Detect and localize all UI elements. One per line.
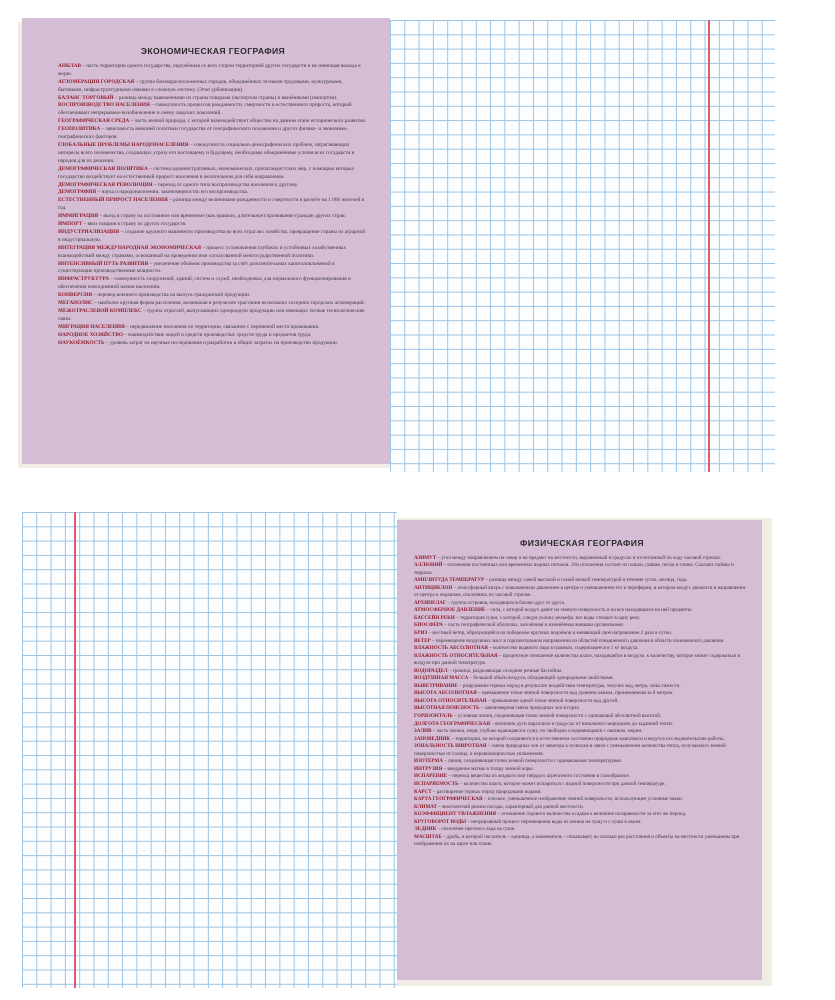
entry-term: КЛИМАТ bbox=[414, 803, 437, 810]
entry-definition: – дробь, в которой числитель – единица, а знаменатель – показывает, во сколько раз расстояния и объекты на местности уменьшены при изображении их на карте или плане. bbox=[414, 833, 740, 848]
entry-term: ИНТРУЗИЯ bbox=[414, 765, 443, 772]
entry-definition: – скопление пресного льда на суше. bbox=[436, 826, 516, 833]
economic-glossary bbox=[58, 48, 368, 348]
entry-definition: – граница, разделяющая соседние речные бассейны. bbox=[447, 667, 563, 674]
glossary-entry bbox=[58, 332, 368, 340]
entry-definition: – зависимость внешней политики государства от географического положения и других физико- и экономико-географических факторов. bbox=[58, 126, 349, 141]
physical-glossary bbox=[414, 540, 750, 849]
glossary-entry bbox=[58, 213, 368, 221]
glossary-entry bbox=[414, 698, 750, 706]
glossary-entry bbox=[414, 690, 750, 698]
glossary-entry bbox=[414, 622, 750, 630]
entry-term: НАУКОЁМКОСТЬ bbox=[58, 339, 105, 346]
entry-term: ГОРИЗОНТАЛЬ bbox=[414, 713, 453, 720]
entry-definition: – сила, с которой воздух давит на земную поверхность и на все находящиеся на ней предметы. bbox=[485, 607, 693, 614]
glossary-entry bbox=[414, 789, 750, 797]
entry-definition: – разрушение горных пород в результате воздействия температуры, текучих вод, ветра, силы тяжести. bbox=[457, 682, 681, 689]
entry-term: ЗАПОВЕДНИК bbox=[414, 735, 451, 742]
entry-term: ВЫСОТА АБСОЛЮТНАЯ bbox=[414, 690, 477, 697]
entry-definition: – отношение годового количества осадков к величине испаряемости за этот же период. bbox=[496, 811, 687, 818]
entry-definition: – разница между величинами рождаемости и смертности в расчёте на 1 000 жителей в год. bbox=[58, 197, 365, 212]
glossary-entry bbox=[414, 796, 750, 804]
glossary-entry bbox=[58, 79, 368, 95]
entry-term: ИНТЕНСИВНЫЙ ПУТЬ РАЗВИТИЯ bbox=[58, 260, 149, 267]
entry-definition: – многолетний режим погоды, характерный для данной местности. bbox=[436, 803, 584, 810]
glossary-entry bbox=[414, 834, 750, 849]
entry-term: МИГРАЦИЯ НАСЕЛЕНИЯ bbox=[58, 323, 125, 330]
entry-term: МЕЖОТРАСЛЕВОЙ КОМПЛЕКС bbox=[58, 308, 142, 314]
entry-definition: – большой объём воздуха, обладающий однородными свойствами. bbox=[468, 675, 614, 682]
glossary-entry bbox=[414, 804, 750, 812]
entry-term: АЛЛЮВИЙ bbox=[414, 562, 443, 569]
entry-term: ДЕМОГРАФИЯ bbox=[58, 189, 97, 196]
entry-term: НАРОДНОЕ ХОЗЯЙСТВО bbox=[58, 331, 123, 338]
glossary-entry bbox=[58, 63, 368, 79]
glossary-title: ЭКОНОМИЧЕСКАЯ ГЕОГРАФИЯ bbox=[140, 46, 286, 56]
entry-definition: – угол между направлением на север и на предмет на местности, выраженный в градусах и отсчитанный по ходу часовой стрелки. bbox=[436, 554, 722, 561]
entry-definition: – количество водяного пара в граммах, содержащееся в 1 м³ воздуха. bbox=[487, 645, 639, 652]
entry-definition: – отложения постоянных или временных водных потоков. Эти отложения состоят из гальки, гравия, песка и глины. Слагают поймы и террасы. bbox=[414, 562, 734, 576]
glossary-entry bbox=[58, 229, 368, 245]
entry-term: АНКЛАВ bbox=[58, 62, 82, 69]
entry-term: ВЫВЕТРИВАНИЕ bbox=[414, 682, 458, 689]
entry-term: ЗОНАЛЬНОСТЬ ШИРОТНАЯ bbox=[414, 743, 487, 750]
entry-definition: – группа отраслей, выпускающих однородную продукцию или имеющих тесные технологические связи. bbox=[58, 308, 365, 322]
entry-term: БИОСФЕРА bbox=[414, 622, 443, 629]
entry-term: ВЕТЕР bbox=[414, 637, 431, 644]
glossary-entry bbox=[414, 743, 750, 758]
entry-definition: – переход вещества из жидкого или твёрдого агрегатного состояния в газообразное. bbox=[447, 773, 631, 780]
entry-term: ЛЕДНИК bbox=[414, 826, 437, 833]
entry-definition: – совокупность социально-демографических проблем, затрагивающих интересы всего человечества, создающих угрозу его настоящему и будущему, необходимы объединённые усилия всех государств и народов для их решения. bbox=[58, 141, 355, 164]
entry-definition: – ввоз товаров в страну из других государств. bbox=[82, 221, 187, 228]
entry-definition: – территория, на которой сохраняются в естественном состоянии природные комплексы и ведутся исследовательские работы. bbox=[450, 735, 725, 742]
entry-term: ИСПАРЯЕМОСТЬ bbox=[414, 780, 459, 787]
glossary-entry bbox=[414, 758, 750, 766]
glossary-entry bbox=[414, 826, 750, 834]
entry-definition: – группа близкорасположенных городов, объединённых тесными трудовыми, культурными, бытовыми, инфраструктурными связями в сложную систему. (Этап урбанизации). bbox=[58, 78, 343, 93]
entry-definition: – разница между самой высокой и самой низкой температурой в течение суток, месяца, года. bbox=[484, 577, 688, 584]
entry-definition: – совокупность процессов рождаемости, смертности и естественного прироста, который обеспечивают непрерывное возобновление и смену людских поколений. bbox=[58, 102, 352, 117]
glossary-entries bbox=[58, 63, 368, 348]
entry-term: БАЛАНС ТОРГОВЫЙ bbox=[58, 94, 114, 101]
entry-definition: – территория суши, с которой, следуя уклону рельефа, все воды стекают в одну реку. bbox=[454, 614, 641, 621]
entry-term: ВОДОРАЗДЕЛ bbox=[414, 667, 448, 674]
glossary-entry bbox=[414, 555, 750, 563]
glossary-entry bbox=[58, 166, 368, 182]
entry-term: АРХИПЕЛАГ bbox=[414, 599, 447, 606]
glossary-entry bbox=[414, 562, 750, 577]
glossary-entry bbox=[414, 607, 750, 615]
glossary-entry bbox=[414, 653, 750, 668]
entry-definition: – местный ветер, образующийся на побережье крупных водоёмов и меняющий своё направление 2 раза в сутки. bbox=[427, 630, 673, 637]
entry-definition: – условная линия, соединяющая точки земной поверхности с одинаковой абсолютной высотой. bbox=[452, 713, 662, 720]
entry-definition: – увеличение объёмов производства за счёт дополнительных капиталовложений в существующие производственные мощности. bbox=[58, 260, 335, 275]
glossary-entry bbox=[58, 292, 368, 300]
glossary-entry bbox=[58, 126, 368, 142]
entry-term: КРУГОВОРОТ ВОДЫ bbox=[414, 818, 467, 825]
entry-term: ДЕМОГРАФИЧЕСКАЯ ПОЛИТИКА bbox=[58, 165, 148, 172]
entry-term: АГЛОМЕРАЦИЯ ГОРОДСКАЯ bbox=[58, 78, 135, 85]
entry-definition: – перевод военного производства на выпуск гражданской продукции. bbox=[92, 292, 251, 299]
entry-definition: – группа островов, находящихся близко друг от друга. bbox=[446, 599, 566, 606]
entry-definition: – совокупность сооружений, зданий, систем и служб, необходимых для нормального функционирования и обеспечения повседневной жизни населения. bbox=[58, 276, 351, 291]
entry-term: КАРТА ГЕОГРАФИЧЕСКАЯ bbox=[414, 796, 483, 803]
entry-term: ИНДУСТРИАЛИЗАЦИЯ bbox=[58, 228, 120, 235]
entry-term: БРИЗ bbox=[414, 630, 428, 637]
entry-term: ГЛОБАЛЬНЫЕ ПРОБЛЕМЫ НАРОДОНАСЕЛЕНИЯ bbox=[58, 141, 189, 148]
entry-definition: – смена природных зон от экватора к полюсам в связи с уменьшением количества тепла, получаемого земной поверхностью от солнца, и неравномерностью увлажнения. bbox=[414, 743, 726, 757]
entry-definition: – часть океана, моря, глубоко вдающаяся в сушу, но свободно соединяющаяся с океаном, морем. bbox=[431, 728, 643, 735]
entry-term: ДОЛГОТА ГЕОГРАФИЧЕСКАЯ bbox=[414, 720, 491, 727]
glossary-entry bbox=[58, 118, 368, 126]
entry-definition: – превышение одной точки земной поверхности над другой. bbox=[486, 697, 619, 704]
entry-definition: – величина дуги параллели в градусах от начального меридиана до заданной точки. bbox=[490, 720, 673, 727]
glossary-entry bbox=[414, 811, 750, 819]
entry-term: АЗИМУТ bbox=[414, 554, 437, 561]
entry-term: ИМПОРТ bbox=[58, 221, 83, 228]
glossary-title: ФИЗИЧЕСКАЯ ГЕОГРАФИЯ bbox=[520, 538, 644, 548]
entry-term: КОНВЕРСИЯ bbox=[58, 292, 93, 299]
entry-definition: – перемещение воздушных масс в горизонтальном направлении из областей повышенного давления в области пониженного давления. bbox=[430, 637, 725, 644]
entry-term: ИНФРАСТРУКТУРА bbox=[58, 276, 109, 283]
entry-term: ВОСПРОИЗВОДСТВО НАСЕЛЕНИЯ bbox=[58, 102, 150, 109]
entry-definition: – въезд в страну на постоянное или временное (как правило, длительное) проживание граждан других стран. bbox=[98, 213, 346, 220]
entry-term: МЕГАПОЛИС bbox=[58, 300, 93, 307]
glossary-entry bbox=[58, 261, 368, 277]
entry-definition: – наиболее крупная форма расселения, возникшая в результате срастания нескольких соседних городских агломераций. bbox=[92, 300, 365, 307]
glossary-entry bbox=[58, 182, 368, 190]
entry-definition: – часть земной природы, с которой взаимодействует общество на данном этапе исторического развития. bbox=[129, 118, 367, 125]
entry-term: ЗАЛИВ bbox=[414, 728, 432, 735]
glossary-entry bbox=[414, 585, 750, 600]
glossary-entry bbox=[414, 721, 750, 729]
glossary-entry bbox=[414, 675, 750, 683]
entry-term: АНТИЦИКЛОН bbox=[414, 584, 453, 591]
margin-line bbox=[708, 20, 710, 472]
entry-term: ГЕОПОЛИТИКА bbox=[58, 126, 101, 133]
entry-definition: – часть территории одного государства, окружённая со всех сторон территорией других государств и не имеющая выхода к морю. bbox=[58, 62, 361, 77]
glossary-entry bbox=[58, 142, 368, 166]
glossary-entry bbox=[58, 324, 368, 332]
entry-term: КАРСТ bbox=[414, 788, 432, 795]
glossary-entry bbox=[414, 713, 750, 721]
glossary-entry bbox=[58, 276, 368, 292]
glossary-entries bbox=[414, 555, 750, 849]
entry-term: ИММИГРАЦИЯ bbox=[58, 213, 99, 220]
entry-term: АТМОСФЕРНОЕ ДАВЛЕНИЕ bbox=[414, 607, 486, 614]
entry-term: ИЗОТЕРМА bbox=[414, 758, 443, 765]
glossary-entry bbox=[414, 705, 750, 713]
entry-definition: – система административных, экономических, пропагандистских мер, с помощью которых государство воздействует на естественный прирост населения в желательном для себя направлении. bbox=[58, 165, 355, 180]
glossary-entry bbox=[414, 638, 750, 646]
glossary-entry bbox=[414, 728, 750, 736]
glossary-entry bbox=[58, 340, 368, 348]
left-grid-page bbox=[22, 512, 397, 988]
entry-definition: – растворение горных пород природными водами. bbox=[431, 788, 542, 795]
right-grid-page bbox=[390, 20, 775, 472]
entry-term: ВОЗДУШНАЯ МАССА bbox=[414, 675, 469, 682]
entry-definition: – уровень затрат на научные исследования и разработки в общих затратах на производство продукции. bbox=[104, 339, 339, 346]
entry-definition: – переход от одного типа воспроизводства населения к другому. bbox=[152, 181, 299, 188]
glossary-entry bbox=[58, 308, 368, 324]
entry-term: КОЭФФИЦИЕНТ УВЛАЖНЕНИЯ bbox=[414, 811, 497, 818]
entry-term: ИСПАРЕНИЕ bbox=[414, 773, 448, 780]
entry-term: ЕСТЕСТВЕННЫЙ ПРИРОСТ НАСЕЛЕНИЯ bbox=[58, 197, 168, 204]
glossary-entry bbox=[58, 197, 368, 213]
entry-term: ИНТЕГРАЦИЯ МЕЖДУНАРОДНАЯ ЭКОНОМИЧЕСКАЯ bbox=[58, 244, 202, 251]
entry-definition: – процентное отношение количества влаги, находящейся в воздухе, к количеству, которое может содержаться в воздухе при данной температуре. bbox=[414, 652, 741, 667]
glossary-entry bbox=[414, 819, 750, 827]
entry-definition: – наука о народонаселении, закономерностях его воспроизводства. bbox=[96, 189, 249, 196]
entry-definition: – часть географической оболочки, заселённая и изменённая живыми организмами. bbox=[442, 622, 624, 629]
glossary-entry bbox=[414, 773, 750, 781]
entry-term: БАССЕЙН РЕКИ bbox=[414, 614, 455, 621]
entry-term: ВЛАЖНОСТЬ АБСОЛЮТНАЯ bbox=[414, 645, 488, 652]
glossary-entry bbox=[414, 577, 750, 585]
entry-definition: – превышение точки земной поверхности над уровнем океана, принимаемым за 0 метров. bbox=[476, 690, 674, 697]
glossary-entry bbox=[414, 781, 750, 789]
entry-definition: – внедрение магмы в толщу земной коры. bbox=[442, 765, 534, 772]
entry-definition: – непрерывный процесс перемещения воды из океана на сушу и с суши в океан. bbox=[466, 818, 642, 825]
glossary-entry bbox=[414, 645, 750, 653]
entry-term: ВЛАЖНОСТЬ ОТНОСИТЕЛЬНАЯ bbox=[414, 652, 498, 659]
entry-definition: – количество влаги, которое может испариться с водной поверхности при данной температуре. bbox=[458, 780, 666, 787]
margin-line bbox=[74, 512, 76, 988]
glossary-entry bbox=[58, 221, 368, 229]
entry-term: АМПЛИТУДА ТЕМПЕРАТУР bbox=[414, 577, 485, 584]
entry-definition: – плоское, уменьшенное изображение земной поверхности, использующее условные знаки. bbox=[482, 796, 684, 803]
glossary-entry bbox=[58, 245, 368, 261]
entry-definition: – создание крупного машинного производства во всех отраслях хозяйства, превращение страны из аграрной в индустриальную. bbox=[58, 228, 366, 243]
entry-term: МАСШТАБ bbox=[414, 833, 442, 840]
entry-term: ГЕОГРАФИЧЕСКАЯ СРЕДА bbox=[58, 118, 130, 125]
entry-definition: – разница между вывезенными из страны товарами (экспортом страны) и ввезёнными (импортом). bbox=[113, 94, 338, 101]
entry-definition: – атмосферный вихрь с повышенным давлением в центре и уменьшением его к периферии, в котором воздух движется в направлении от центра к окраинам, отклоняясь по часовой стрелке. bbox=[414, 584, 746, 599]
entry-definition: – передвижение населения по территории, связанное с переменой места проживания. bbox=[124, 323, 320, 330]
bottom-spread bbox=[0, 500, 835, 1000]
glossary-entry bbox=[58, 300, 368, 308]
entry-definition: – закономерная смена природных зон в горах. bbox=[479, 705, 581, 712]
entry-term: ВЫСОТА ОТНОСИТЕЛЬНАЯ bbox=[414, 697, 487, 704]
entry-term: ДЕМОГРАФИЧЕСКАЯ РЕВОЛЮЦИЯ bbox=[58, 181, 153, 188]
entry-definition: – взаимодействие людей и средств производства: средств труда и предметов труда. bbox=[122, 331, 312, 338]
entry-term: ВЫСОТНАЯ ПОЯСНОСТЬ bbox=[414, 705, 480, 712]
entry-definition: – линия, соединяющая точки земной поверхности с одинаковыми температурами. bbox=[442, 758, 623, 765]
glossary-entry bbox=[414, 630, 750, 638]
entry-definition: – процесс установления глубоких и устойчивых хозяйственных взаимодействий между странами, основанный на проведении ими согласованной межгосударственной политики. bbox=[58, 244, 347, 259]
glossary-entry bbox=[58, 102, 368, 118]
